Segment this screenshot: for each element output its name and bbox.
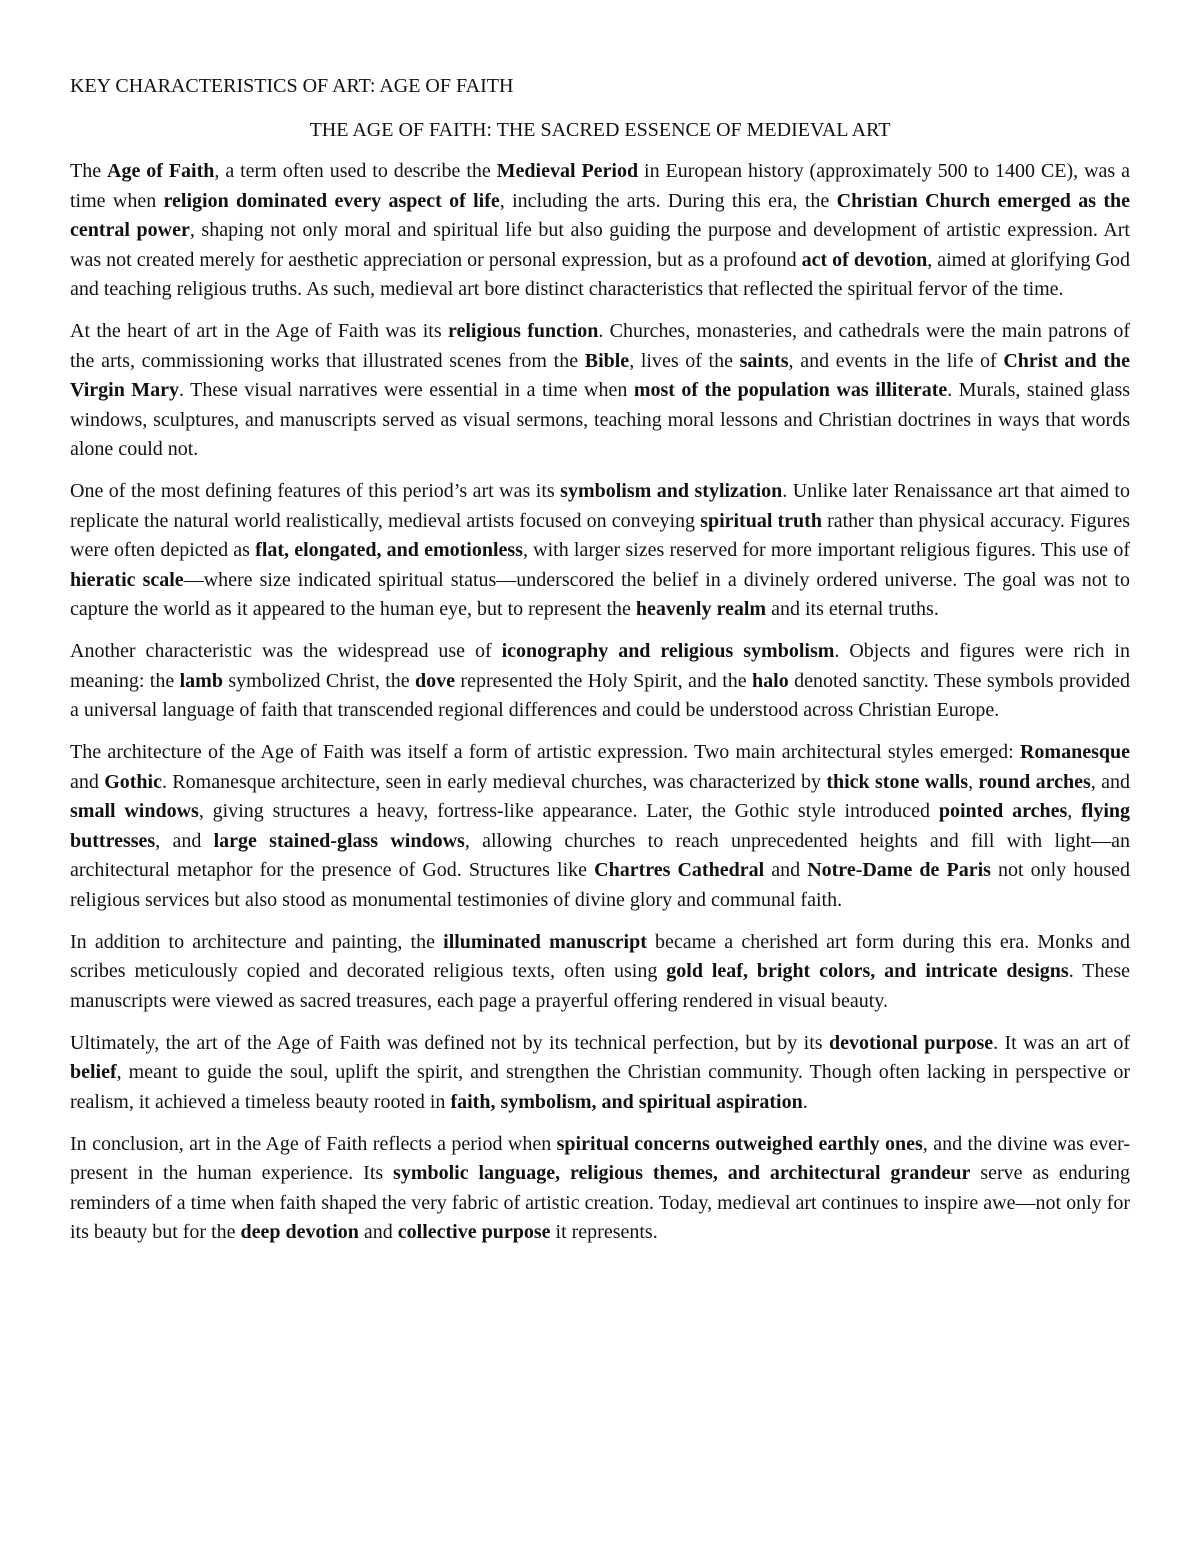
- text-run: , lives of the: [629, 349, 740, 372]
- text-run: One of the most defining features of this period’s art was its: [70, 480, 561, 502]
- text-run: . Unlike later Renaissance art that aimed to replicate the natural world realistically, medieval artists focused on conveying: [70, 480, 1130, 532]
- paragraph: [70, 317, 1130, 465]
- paragraph: [70, 738, 1130, 915]
- text-run: , a term often used to describe the: [214, 160, 497, 182]
- bold-text: Chartres Cathedral: [594, 859, 765, 881]
- text-run: and: [764, 859, 808, 881]
- text-run: At the heart of art in the Age of Faith was its: [70, 320, 448, 342]
- document-title: KEY CHARACTERISTICS OF ART: AGE OF FAITH: [70, 75, 514, 97]
- bold-text: Christ and the Virgin Mary: [70, 349, 1130, 401]
- text-run: Ultimately, the art of the Age of Faith was defined not by its technical perfection, but by its: [70, 1031, 829, 1054]
- text-run: represented the Holy Spirit, and the: [455, 669, 753, 692]
- text-run: and its eternal truths.: [766, 598, 939, 620]
- bold-text: spiritual truth: [700, 509, 822, 532]
- text-run: ,: [1067, 800, 1082, 822]
- bold-text: Medieval Period: [496, 160, 639, 182]
- text-run: not only housed religious services but also stood as monumental testimonies of divine glory and communal faith.: [70, 859, 1130, 911]
- text-run: and: [70, 770, 105, 793]
- bold-text: round arches: [978, 770, 1091, 793]
- bold-text: act of devotion: [801, 248, 928, 271]
- text-run: , with larger sizes reserved for more important religious figures. This use of: [522, 539, 1130, 561]
- bold-text: deep devotion: [240, 1221, 359, 1243]
- bold-text: large stained-glass windows: [213, 829, 465, 852]
- bold-text: pointed arches: [938, 800, 1068, 822]
- text-run: .: [802, 1090, 808, 1113]
- bold-text: Romanesque: [1019, 741, 1130, 763]
- paragraph: [70, 477, 1130, 625]
- text-run: and: [358, 1221, 398, 1243]
- bold-text: symbolic language, religious themes, and architectural grandeur: [393, 1162, 971, 1184]
- bold-text: flying buttresses: [70, 800, 1131, 852]
- bold-text: small windows: [70, 800, 199, 822]
- paragraph: [70, 1130, 1130, 1248]
- text-run: , meant to guide the soul, uplift the spirit, and strengthen the Christian community. Though often lacking in perspective or realism, it achieved a timeless beauty rooted in: [70, 1061, 1130, 1113]
- document-body: [70, 157, 1130, 1248]
- text-run: . These visual narratives were essential in a time when: [179, 379, 634, 401]
- bold-text: Notre-Dame de Paris: [807, 859, 991, 881]
- bold-text: thick stone walls: [826, 770, 969, 793]
- text-run: Another characteristic was the widespread use of: [70, 640, 502, 662]
- text-run: serve as enduring reminders of a time when faith shaped the very fabric of artistic creation. Today, medieval art continues to inspire awe—not only for its beauty but for the: [70, 1162, 1130, 1243]
- bold-text: lamb: [179, 669, 223, 692]
- bold-text: belief: [70, 1061, 117, 1083]
- text-run: , and: [1090, 770, 1130, 793]
- bold-text: religious function: [447, 320, 599, 342]
- bold-text: faith, symbolism, and spiritual aspiration: [450, 1090, 803, 1113]
- bold-text: hieratic scale: [70, 568, 184, 591]
- bold-text: gold leaf, bright colors, and intricate designs: [666, 960, 1069, 982]
- bold-text: Age of Faith: [107, 160, 215, 182]
- text-run: , and events in the life of: [788, 349, 1004, 372]
- text-run: The: [70, 160, 108, 182]
- bold-text: flat, elongated, and emotionless: [255, 539, 523, 561]
- bold-text: most of the population was illiterate: [633, 379, 948, 401]
- bold-text: iconography and religious symbolism: [501, 640, 835, 662]
- bold-text: Gothic: [104, 770, 162, 793]
- paragraph: [70, 637, 1130, 726]
- text-run: , giving structures a heavy, fortress-like appearance. Later, the Gothic style introduced: [198, 800, 939, 822]
- bold-text: saints: [739, 349, 789, 372]
- text-run: . Objects and figures were rich in meaning: the: [70, 640, 1130, 692]
- bold-text: halo: [752, 669, 789, 692]
- document-subtitle: THE AGE OF FAITH: THE SACRED ESSENCE OF MEDIEVAL ART: [309, 118, 891, 141]
- bold-text: Bible: [584, 349, 630, 372]
- text-run: , and the divine was ever-present in the human experience. Its: [70, 1132, 1130, 1184]
- text-run: denoted sanctity. These symbols provided a universal language of faith that transcended regional differences and could be understood across Christian Europe.: [70, 669, 1131, 721]
- paragraph: [70, 1029, 1130, 1118]
- text-run: . Churches, monasteries, and cathedrals were the main patrons of the arts, commissioning works that illustrated scenes from the: [70, 320, 1131, 372]
- text-run: , shaping not only moral and spiritual life but also guiding the purpose and development of artistic expression. Art was not created merely for aesthetic appreciation or personal expression, but as a profound: [70, 219, 1130, 271]
- paragraph: [70, 157, 1130, 305]
- text-run: The architecture of the Age of Faith was itself a form of artistic expression. Two main architectural styles emerged:: [70, 741, 1020, 763]
- bold-text: spiritual concerns outweighed earthly ones: [556, 1132, 923, 1155]
- text-run: In conclusion, art in the Age of Faith reflects a period when: [70, 1132, 557, 1155]
- text-run: . Romanesque architecture, seen in early medieval churches, was characterized by: [161, 770, 827, 793]
- text-run: , including the arts. During this era, the: [499, 189, 837, 212]
- bold-text: heavenly realm: [635, 598, 767, 620]
- text-run: . These manuscripts were viewed as sacred treasures, each page a prayerful offering rendered in visual beauty.: [70, 960, 1131, 1012]
- text-run: In addition to architecture and painting, the: [70, 930, 444, 953]
- paragraph: [70, 928, 1130, 1017]
- text-run: . Murals, stained glass windows, sculptures, and manuscripts served as visual sermons, teaching moral lessons and Christian doctrines in ways that words alone could not.: [70, 379, 1131, 460]
- bold-text: collective purpose: [397, 1221, 551, 1243]
- text-run: —where size indicated spiritual status—underscored the belief in a divinely ordered universe. The goal was not to capture the world as it appeared to the human eye, but to represent the: [70, 568, 1130, 620]
- text-run: . It was an art of: [993, 1031, 1130, 1054]
- text-run: , aimed at glorifying God and teaching religious truths. As such, medieval art bore distinct characteristics that reflected the spiritual fervor of the time.: [70, 248, 1130, 300]
- bold-text: dove: [415, 669, 456, 692]
- text-run: rather than physical accuracy. Figures were often depicted as: [70, 509, 1130, 561]
- text-run: in European history (approximately 500 to 1400 CE), was a time when: [70, 160, 1130, 212]
- text-run: , and: [155, 829, 214, 852]
- bold-text: devotional purpose: [828, 1031, 994, 1054]
- bold-text: symbolism and stylization: [560, 480, 783, 502]
- bold-text: Christian Church emerged as the central power: [70, 189, 1131, 241]
- text-run: it represents.: [550, 1221, 658, 1243]
- bold-text: illuminated manuscript: [443, 930, 647, 953]
- bold-text: religion dominated every aspect of life: [163, 189, 500, 212]
- text-run: ,: [968, 770, 979, 793]
- text-run: , allowing churches to reach unprecedented heights and fill with light—an architectural metaphor for the presence of God. Structures like: [70, 829, 1130, 881]
- text-run: symbolized Christ, the: [222, 669, 416, 692]
- text-run: became a cherished art form during this era. Monks and scribes meticulously copied and decorated religious texts, often using: [70, 930, 1131, 982]
- document-page: [70, 72, 1130, 1260]
